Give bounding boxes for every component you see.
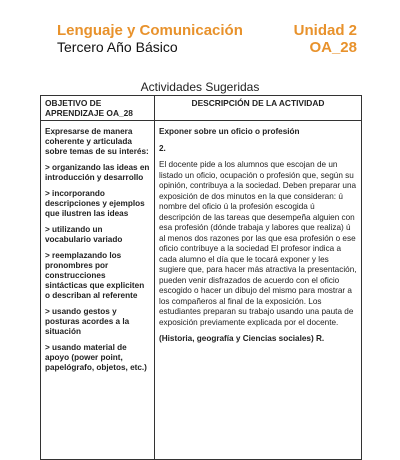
subject-title: Lenguaje y Comunicación	[57, 22, 243, 39]
table-header-row	[41, 96, 362, 121]
description-column-header: DESCRIPCIÓN DE LA ACTIVIDAD	[155, 96, 362, 121]
grade-subtitle: Tercero Año Básico	[57, 39, 178, 55]
objective-item: > organizando las ideas en introducción y desarrollo	[45, 163, 150, 182]
activity-number: 2.	[159, 143, 166, 153]
activities-table	[40, 95, 362, 460]
objective-column-header: OBJETIVO DE APRENDIZAJE OA_28	[41, 96, 155, 121]
table-row	[41, 121, 362, 460]
activity-cell	[155, 121, 362, 460]
activity-title: Exponer sobre un oficio o profesión	[159, 127, 300, 136]
activity-reference: (Historia, geografía y Ciencias sociales) R.	[159, 334, 325, 343]
section-title: Actividades Sugeridas	[140, 80, 260, 94]
objective-item: > utilizando un vocabulario variado	[45, 225, 123, 244]
objective-intro: Expresarse de manera coherente y articulada sobre temas de su interés:	[45, 127, 149, 156]
unit-label: Unidad 2	[293, 22, 357, 39]
objective-item: > usando gestos y posturas acordes a la situación	[45, 307, 130, 336]
objective-code: OA_28	[309, 39, 357, 56]
objective-item: > usando material de apoyo (power point, papelógrafo, objetos, etc.)	[45, 343, 147, 372]
objective-item: > incorporando descripciones y ejemplos que ilustren las ideas	[45, 189, 145, 218]
objective-item: > reemplazando los pronombres por construcciones sintácticas que expliciten o describan al referente	[45, 251, 145, 300]
activity-text: El docente pide a los alumnos que escojan de un listado un oficio, ocupación o profesión que, según su opinión, contribuya a la sociedad. Deben preparar una exposición de dos minutos en la que consideran: ú nombre del oficio ú la profesión escogida ú descripción de las tareas que desempeña alguien con esa profesión (dónde trabaja y labores que realiza) ú al menos dos razones por las que esa profesión o ese oficio contribuye a la sociedad El profesor indica a cada alumno el día que le tocará exponer y les sugiere que, para hacer más atractiva la presentación, pueden venir disfrazados de acuerdo con el oficio escogido o hacer un dibujo del mismo para mostrar a los compañeros al final de la exposición. Los estudiantes preparan su trabajo usando una pauta de exposición previamente explicada por el docente.	[159, 160, 357, 327]
objective-cell	[41, 121, 155, 460]
